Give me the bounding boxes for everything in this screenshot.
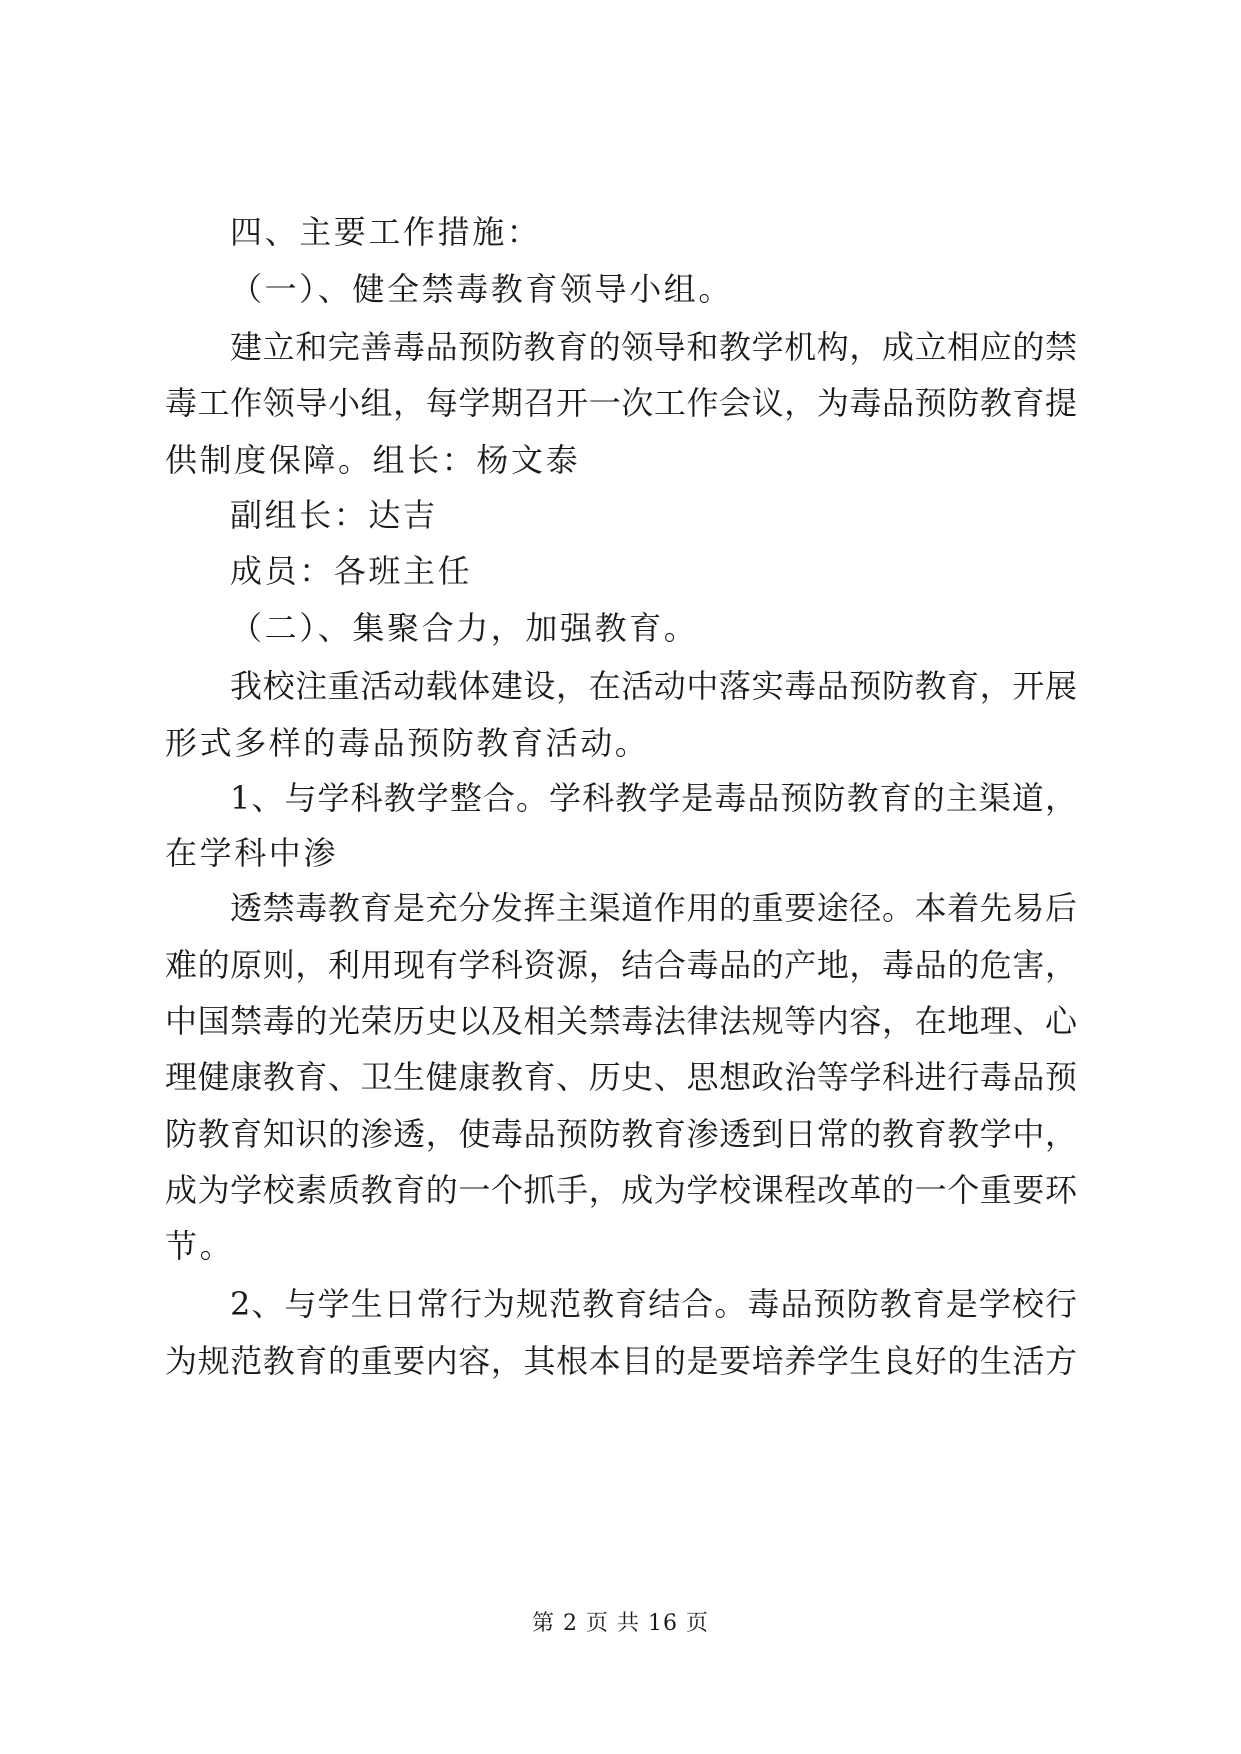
subsection-heading: （一）、健全禁毒教育领导小组。 [230, 270, 734, 308]
paragraph-line: 节。 [165, 1227, 235, 1265]
paragraph-line: 透禁毒教育是充分发挥主渠道作用的重要途径。本着先易后 [230, 889, 1077, 927]
paragraph-line: 防教育知识的渗透，使毒品预防教育渗透到日常的教育教学中， [165, 1115, 1077, 1153]
paragraph-line: 2、与学生日常行为规范教育结合。毒品预防教育是学校行 [230, 1285, 1077, 1323]
section-heading: 四、主要工作措施： [230, 213, 542, 251]
paragraph-line: 我校注重活动载体建设，在活动中落实毒品预防教育，开展 [230, 667, 1077, 705]
paragraph-line: 供制度保障。组长：杨文泰 [165, 441, 581, 479]
paragraph-line: 形式多样的毒品预防教育活动。 [165, 724, 650, 762]
paragraph-line: 1、与学科教学整合。学科教学是毒品预防教育的主渠道， [230, 779, 1077, 817]
paragraph-line: 成为学校素质教育的一个抓手，成为学校课程改革的一个重要环 [165, 1171, 1077, 1209]
paragraph-line: 毒工作领导小组，每学期召开一次工作会议，为毒品预防教育提 [165, 384, 1077, 422]
paragraph-line: 建立和完善毒品预防教育的领导和教学机构，成立相应的禁 [230, 328, 1077, 366]
subsection-heading: （二）、集聚合力，加强教育。 [230, 609, 699, 647]
paragraph-line: 中国禁毒的光荣历史以及相关禁毒法律法规等内容，在地理、心 [165, 1002, 1077, 1040]
paragraph-line: 难的原则，利用现有学科资源，结合毒品的产地，毒品的危害， [165, 946, 1077, 984]
paragraph-line: 为规范教育的重要内容，其根本目的是要培养学生良好的生活方 [165, 1342, 1077, 1380]
paragraph-line: 成员：各班主任 [230, 552, 473, 590]
page-number-footer: 第 2 页 共 16 页 [532, 1611, 709, 1636]
paragraph-line: 副组长：达吉 [230, 496, 438, 534]
paragraph-line: 在学科中渗 [165, 834, 339, 872]
paragraph-line: 理健康教育、卫生健康教育、历史、思想政治等学科进行毒品预 [165, 1058, 1077, 1096]
